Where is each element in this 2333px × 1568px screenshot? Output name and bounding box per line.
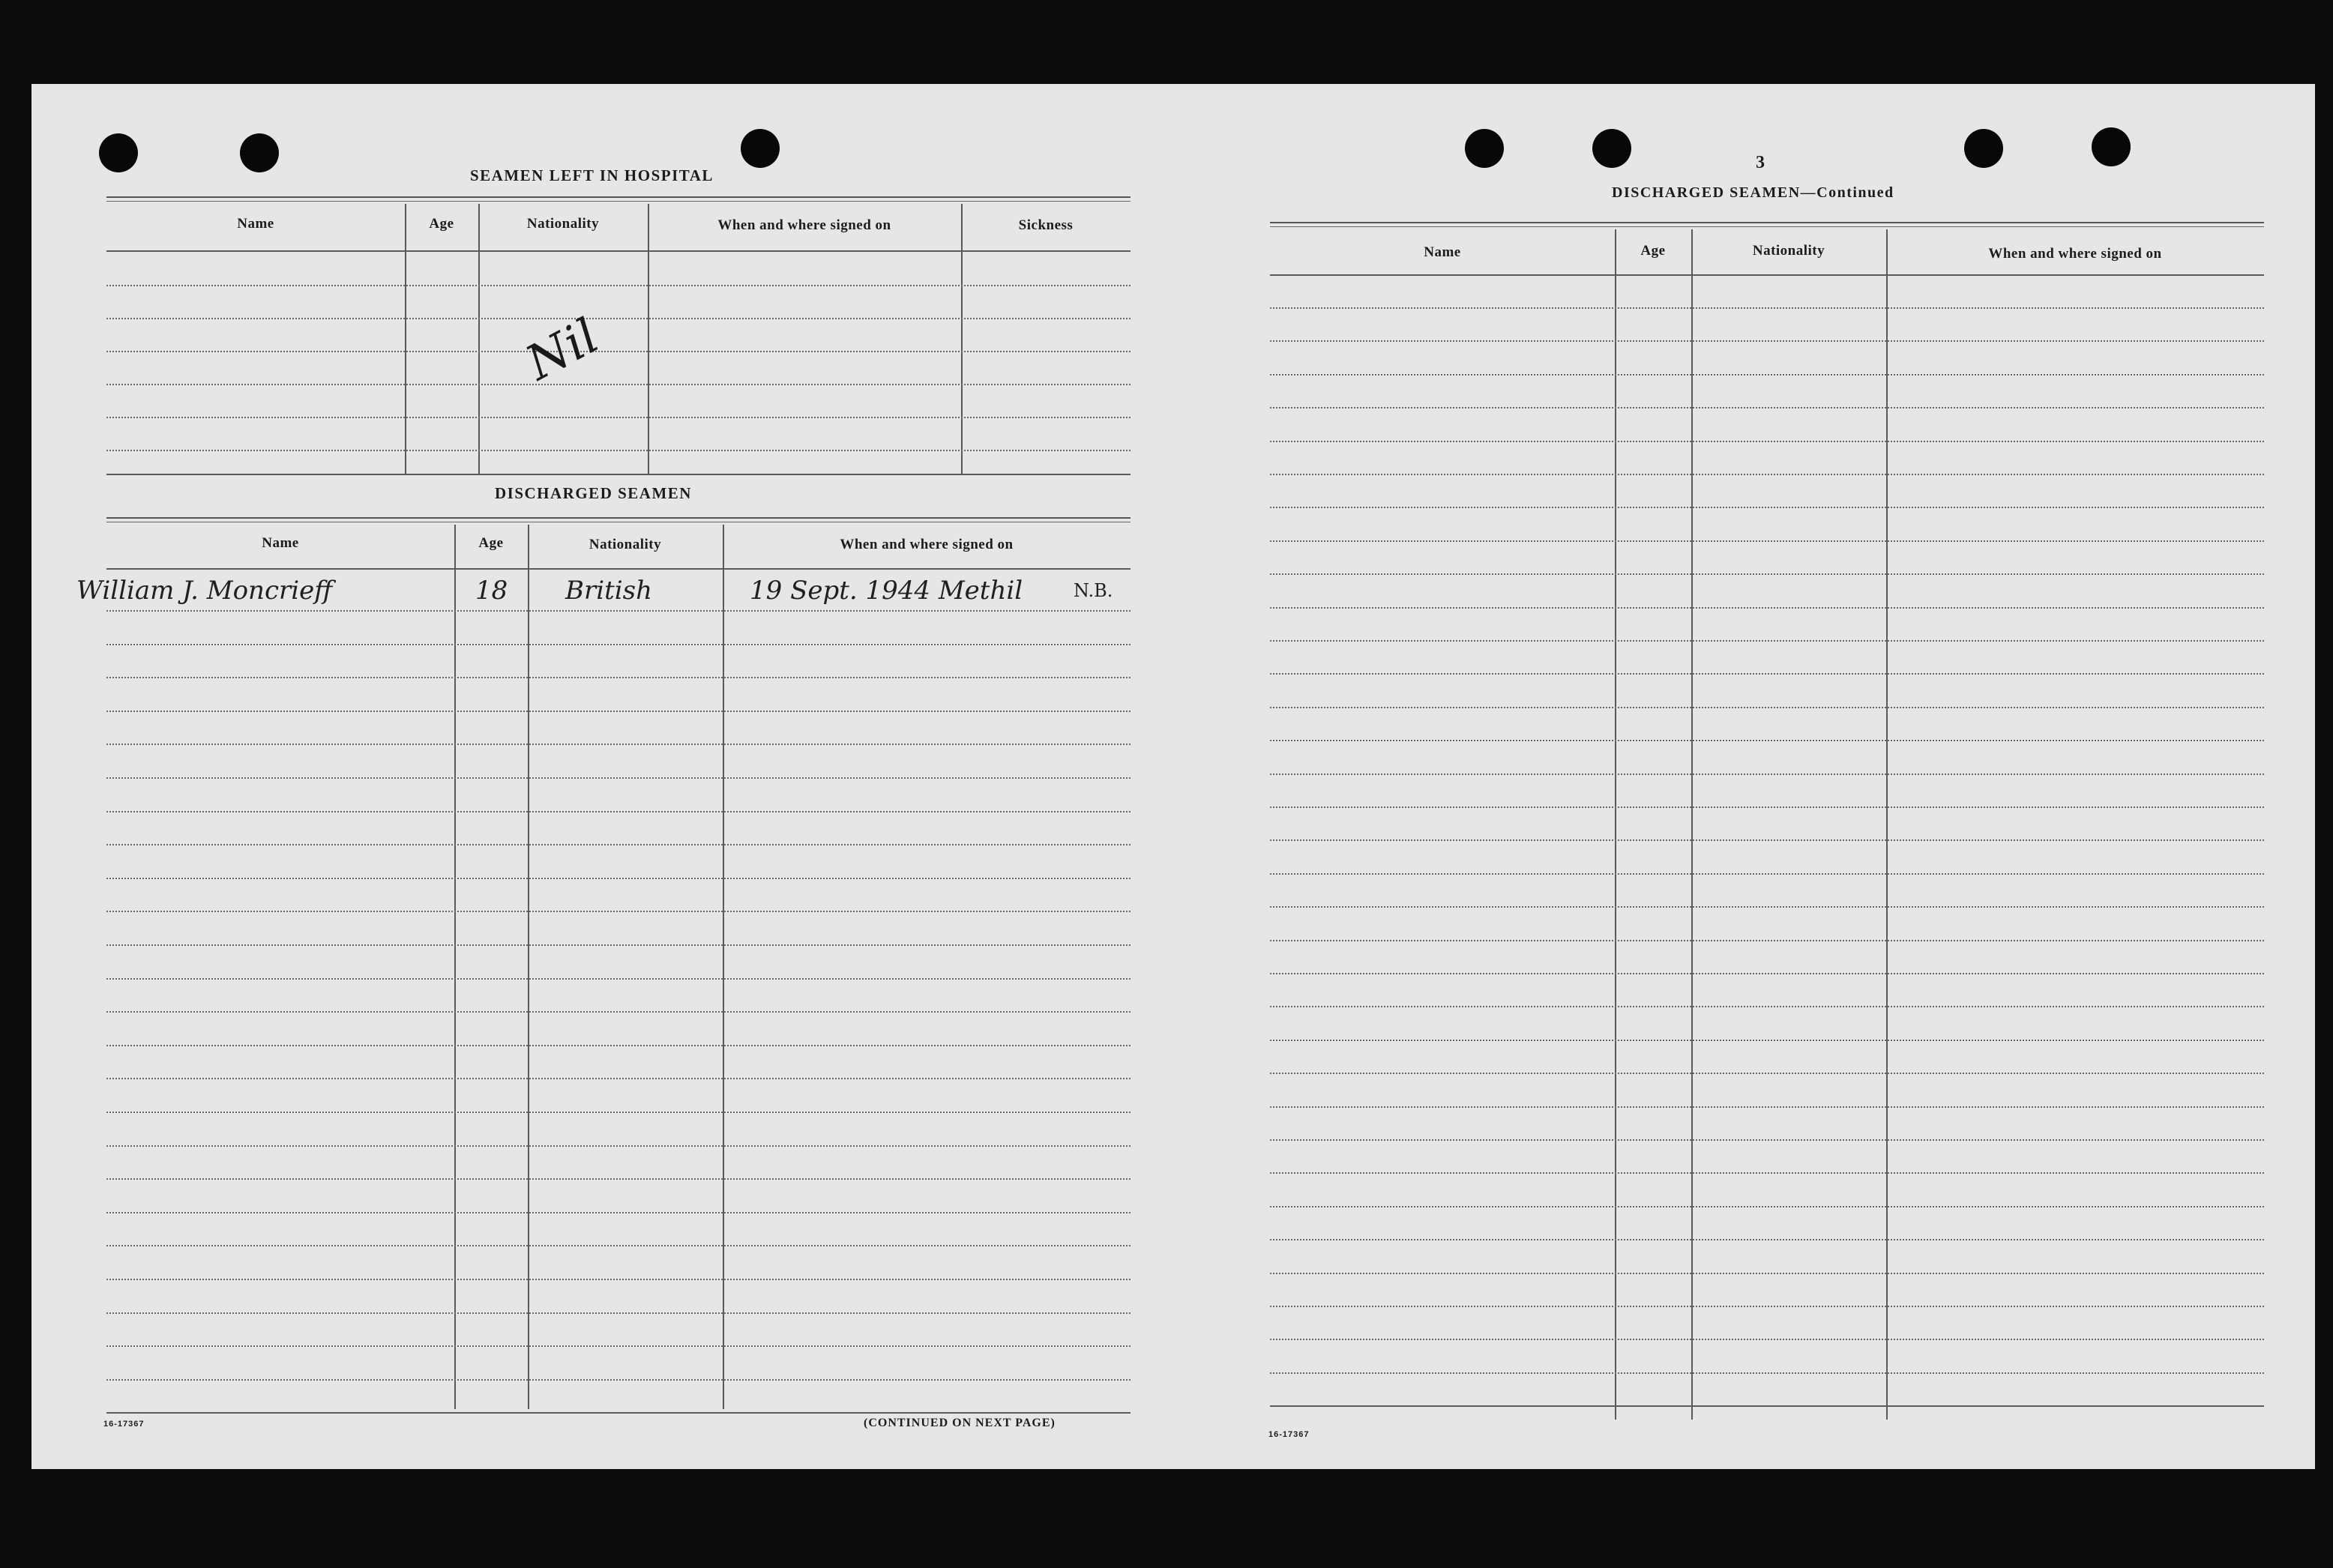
ruled-line xyxy=(106,1345,1131,1347)
ruled-line xyxy=(106,1011,1131,1013)
ruled-line xyxy=(106,1145,1131,1147)
ruled-line xyxy=(1270,906,2264,908)
ruled-line xyxy=(1270,873,2264,875)
ruled-line xyxy=(1270,1172,2264,1174)
continued-header-name: Name xyxy=(1424,244,1461,260)
ruled-line xyxy=(1270,839,2264,841)
discharged-header-nationality: Nationality xyxy=(588,537,662,552)
ruled-line xyxy=(106,811,1131,812)
continued-header-nationality: Nationality xyxy=(1752,243,1825,259)
right-page xyxy=(1171,84,2315,1469)
ruled-line xyxy=(1270,374,2264,376)
ruled-line xyxy=(1270,1073,2264,1074)
ruled-line xyxy=(1270,507,2264,508)
ruled-line xyxy=(106,844,1131,845)
ruled-line xyxy=(106,1379,1131,1381)
ruled-line xyxy=(106,1245,1131,1246)
ruled-line xyxy=(1270,673,2264,675)
ruled-line xyxy=(1270,1006,2264,1007)
discharged-row-suffix: N.B. xyxy=(1074,580,1113,601)
hospital-header-signed-on: When and where signed on xyxy=(717,217,891,233)
ruled-line xyxy=(1270,441,2264,442)
ruled-line xyxy=(106,978,1131,980)
ruled-line xyxy=(106,610,1131,612)
ruled-line xyxy=(1270,1239,2264,1240)
ruled-line xyxy=(1270,340,2264,342)
hospital-header-nationality: Nationality xyxy=(526,216,600,232)
discharged-table xyxy=(76,517,1131,1414)
ruled-line xyxy=(106,711,1131,712)
ruled-line xyxy=(1270,640,2264,642)
ruled-line xyxy=(1270,573,2264,575)
ruled-line xyxy=(1270,607,2264,609)
hospital-section-title: SEAMEN LEFT IN HOSPITAL xyxy=(470,166,714,184)
ruled-line xyxy=(1270,1306,2264,1307)
continued-section-title: DISCHARGED SEAMEN—Continued xyxy=(1612,184,1894,201)
ruled-line xyxy=(1270,1405,2264,1407)
ruled-line xyxy=(1270,806,2264,808)
continued-table xyxy=(1270,222,2264,1421)
hospital-header-name: Name xyxy=(237,216,274,232)
ruled-line xyxy=(1270,307,2264,309)
ruled-line xyxy=(106,644,1131,645)
handwritten-nil: Nil xyxy=(517,308,608,392)
continued-header-signed-on: When and where signed on xyxy=(1988,246,2162,262)
hospital-header-age: Age xyxy=(429,216,454,232)
discharged-row-age: 18 xyxy=(475,576,508,606)
discharged-row-nationality: British xyxy=(565,576,652,606)
ruled-line xyxy=(1270,707,2264,708)
ruled-line xyxy=(1270,1040,2264,1041)
ruled-line xyxy=(1270,407,2264,408)
discharged-header-signed-on: When and where signed on xyxy=(840,537,1014,552)
discharged-row-signed-on: 19 Sept. 1944 Methil xyxy=(750,576,1023,606)
ruled-line xyxy=(106,878,1131,879)
hospital-header-sickness: Sickness xyxy=(1018,217,1074,233)
ledger-sheet xyxy=(31,84,2315,1469)
ruled-line xyxy=(106,1178,1131,1180)
ruled-line xyxy=(1270,474,2264,475)
form-number-left: 16-17367 xyxy=(103,1420,145,1429)
ruled-line xyxy=(106,1412,1131,1414)
discharged-header-age: Age xyxy=(478,535,504,551)
ruled-line xyxy=(1270,540,2264,542)
ruled-line xyxy=(106,1112,1131,1113)
continued-header-age: Age xyxy=(1640,243,1666,259)
left-page xyxy=(31,84,1171,1469)
ruled-line xyxy=(106,911,1131,912)
discharged-row-name: William J. Moncrieff xyxy=(76,576,333,606)
ruled-line xyxy=(1270,1106,2264,1108)
ruled-line xyxy=(1270,1139,2264,1141)
ruled-line xyxy=(106,1279,1131,1280)
form-number-right: 16-17367 xyxy=(1268,1430,1310,1439)
ruled-line xyxy=(1270,1273,2264,1274)
ruled-line xyxy=(1270,1372,2264,1374)
ruled-line xyxy=(106,744,1131,745)
ruled-line xyxy=(106,1045,1131,1046)
discharged-header-name: Name xyxy=(262,535,299,551)
ruled-line xyxy=(106,944,1131,946)
hospital-table xyxy=(106,196,1131,474)
ruled-line xyxy=(106,777,1131,779)
ruled-line xyxy=(106,677,1131,678)
ruled-line xyxy=(1270,973,2264,974)
ruled-line xyxy=(106,1212,1131,1213)
ruled-line xyxy=(106,1078,1131,1079)
ruled-line xyxy=(1270,940,2264,941)
ruled-line xyxy=(1270,1206,2264,1207)
ruled-line xyxy=(1270,1339,2264,1340)
page-number: 3 xyxy=(1756,153,1765,172)
continued-note: (CONTINUED ON NEXT PAGE) xyxy=(864,1417,1056,1429)
ruled-line xyxy=(106,1312,1131,1314)
ruled-line xyxy=(1270,740,2264,741)
discharged-section-title: DISCHARGED SEAMEN xyxy=(495,484,692,502)
ruled-line xyxy=(1270,774,2264,775)
